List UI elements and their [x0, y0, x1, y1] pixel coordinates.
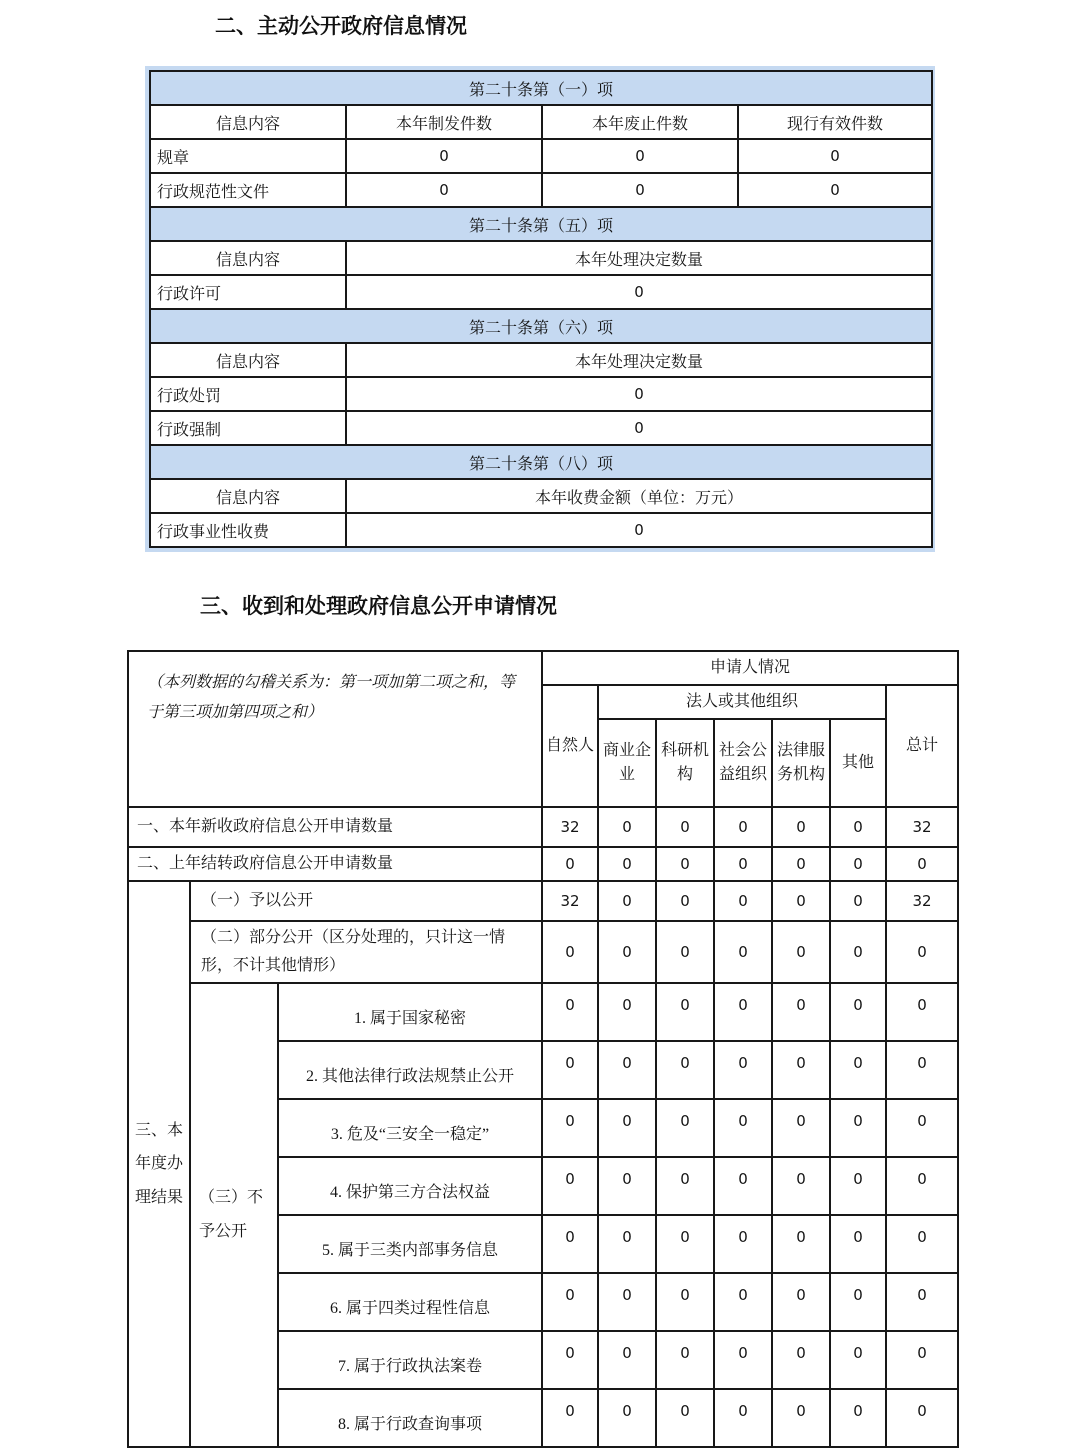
total-header: 总计: [886, 685, 958, 807]
value-cell: 0: [542, 1099, 598, 1157]
value-cell: 0: [772, 983, 830, 1041]
value-cell: 0: [346, 377, 932, 411]
row-label-cell: 行政处罚: [150, 377, 346, 411]
column-header-cell: 社会公益组织: [714, 719, 772, 807]
value-cell: 0: [542, 139, 738, 173]
value-cell: 0: [542, 1215, 598, 1273]
value-cell: 0: [886, 1041, 958, 1099]
value-cell: 0: [714, 1157, 772, 1215]
value-cell: 0: [346, 173, 542, 207]
value-cell: 0: [714, 921, 772, 983]
column-header-cell: 商业企业: [598, 719, 656, 807]
value-cell: 0: [830, 1215, 886, 1273]
value-cell: 0: [714, 983, 772, 1041]
column-header-cell: 法律服务机构: [772, 719, 830, 807]
value-cell: 32: [886, 881, 958, 921]
row-label-cell: 6. 属于四类过程性信息: [278, 1273, 542, 1331]
requests-table: [127, 650, 959, 1448]
refuse-group-label: （三）不予公开: [190, 983, 278, 1447]
value-cell: 0: [886, 1099, 958, 1157]
row-label-cell: 行政事业性收费: [150, 513, 346, 547]
row-label-cell: （一）予以公开: [190, 881, 542, 921]
value-cell: 0: [598, 1273, 656, 1331]
value-cell: 0: [830, 881, 886, 921]
column-header-cell: 本年制发件数: [346, 105, 542, 139]
table-row-admin-coercion: [150, 411, 932, 445]
row-label-cell: 行政强制: [150, 411, 346, 445]
row-label-cell: 5. 属于三类内部事务信息: [278, 1215, 542, 1273]
applicant-group-header: 申请人情况: [542, 651, 958, 685]
column-header-cell: 本年处理决定数量: [346, 241, 932, 275]
column-header-cell: 信息内容: [150, 241, 346, 275]
value-cell: 0: [886, 983, 958, 1041]
value-cell: 0: [772, 807, 830, 847]
column-header-cell: 信息内容: [150, 479, 346, 513]
value-cell: 0: [714, 1041, 772, 1099]
table-row-partially-granted: [128, 921, 958, 983]
row-label-cell: 7. 属于行政执法案卷: [278, 1331, 542, 1389]
row-label-cell: 二、上年结转政府信息公开申请数量: [128, 847, 542, 881]
value-cell: 0: [656, 881, 714, 921]
value-cell: 0: [714, 1099, 772, 1157]
row-label-cell: 规章: [150, 139, 346, 173]
table-row-new-requests: [128, 807, 958, 847]
column-header-cell: 本年收费金额（单位：万元）: [346, 479, 932, 513]
value-cell: 0: [598, 807, 656, 847]
table-row-granted: [128, 881, 958, 921]
value-cell: 0: [598, 921, 656, 983]
value-cell: 32: [886, 807, 958, 847]
value-cell: 0: [542, 921, 598, 983]
table-row-normative-documents: [150, 173, 932, 207]
value-cell: 0: [886, 847, 958, 881]
table-row-admin-fees: [150, 513, 932, 547]
result-group-label: 三、本年度办理结果: [128, 881, 190, 1447]
header-row: [150, 343, 932, 377]
row-label-cell: 1. 属于国家秘密: [278, 983, 542, 1041]
value-cell: 0: [656, 983, 714, 1041]
value-cell: 0: [598, 983, 656, 1041]
proactive-disclosure-table: [149, 70, 933, 548]
note-cell: （本列数据的勾稽关系为：第一项加第二项之和，等于第三项加第四项之和）: [128, 651, 542, 807]
row-label-cell: 一、本年新收政府信息公开申请数量: [128, 807, 542, 847]
value-cell: 0: [656, 1215, 714, 1273]
value-cell: 0: [598, 881, 656, 921]
value-cell: 0: [772, 1215, 830, 1273]
table-row-carried-over-requests: [128, 847, 958, 881]
value-cell: 0: [886, 921, 958, 983]
row-label-cell: 2. 其他法律行政法规禁止公开: [278, 1041, 542, 1099]
value-cell: 0: [772, 1041, 830, 1099]
value-cell: 0: [346, 513, 932, 547]
proactive-disclosure-table-wrapper: [145, 66, 935, 552]
value-cell: 0: [542, 1389, 598, 1447]
column-header-cell: 信息内容: [150, 105, 346, 139]
value-cell: 0: [714, 807, 772, 847]
value-cell: 0: [346, 139, 542, 173]
banner-article20-item1: 第二十条第（一）项: [150, 71, 932, 105]
value-cell: 0: [346, 275, 932, 309]
table-row-state-secret: [128, 983, 958, 1041]
value-cell: 0: [598, 1215, 656, 1273]
value-cell: 0: [714, 847, 772, 881]
header-row: [150, 241, 932, 275]
value-cell: 0: [886, 1157, 958, 1215]
value-cell: 0: [542, 1041, 598, 1099]
value-cell: 0: [830, 1157, 886, 1215]
banner-row: [150, 445, 932, 479]
header-row-applicant: [128, 651, 958, 685]
value-cell: 0: [738, 173, 932, 207]
natural-person-header: 自然人: [542, 685, 598, 807]
row-label-cell: （二）部分公开（区分处理的，只计这一情形，不计其他情形）: [190, 921, 542, 983]
value-cell: 0: [830, 1389, 886, 1447]
value-cell: 0: [656, 847, 714, 881]
value-cell: 0: [542, 1331, 598, 1389]
value-cell: 0: [598, 1041, 656, 1099]
value-cell: 0: [772, 921, 830, 983]
value-cell: 0: [542, 1273, 598, 1331]
value-cell: 0: [772, 1273, 830, 1331]
value-cell: 0: [542, 173, 738, 207]
value-cell: 0: [656, 807, 714, 847]
value-cell: 0: [656, 1099, 714, 1157]
value-cell: 0: [656, 1389, 714, 1447]
value-cell: 0: [830, 1041, 886, 1099]
banner-row: [150, 207, 932, 241]
banner-row: [150, 71, 932, 105]
row-label-cell: 行政规范性文件: [150, 173, 346, 207]
column-header-cell: 本年处理决定数量: [346, 343, 932, 377]
value-cell: 0: [772, 881, 830, 921]
legal-group-header: 法人或其他组织: [598, 685, 886, 719]
row-label-cell: 8. 属于行政查询事项: [278, 1389, 542, 1447]
value-cell: 0: [830, 1099, 886, 1157]
value-cell: 0: [346, 411, 932, 445]
value-cell: 0: [656, 1041, 714, 1099]
row-label-cell: 行政许可: [150, 275, 346, 309]
value-cell: 0: [714, 1331, 772, 1389]
value-cell: 0: [830, 807, 886, 847]
value-cell: 0: [598, 1331, 656, 1389]
value-cell: 0: [656, 1273, 714, 1331]
value-cell: 0: [542, 983, 598, 1041]
table-row-rules: [150, 139, 932, 173]
table-row-admin-license: [150, 275, 932, 309]
value-cell: 0: [886, 1331, 958, 1389]
value-cell: 0: [656, 1157, 714, 1215]
value-cell: 0: [830, 847, 886, 881]
header-row: [150, 479, 932, 513]
value-cell: 0: [830, 1331, 886, 1389]
row-label-cell: 4. 保护第三方合法权益: [278, 1157, 542, 1215]
section3-title: 三、收到和处理政府信息公开申请情况: [200, 595, 557, 618]
value-cell: 0: [714, 1389, 772, 1447]
value-cell: 0: [886, 1273, 958, 1331]
banner-article20-item5: 第二十条第（五）项: [150, 207, 932, 241]
value-cell: 0: [598, 847, 656, 881]
value-cell: 0: [772, 1099, 830, 1157]
value-cell: 0: [830, 921, 886, 983]
column-header-cell: 现行有效件数: [738, 105, 932, 139]
value-cell: 0: [772, 1157, 830, 1215]
value-cell: 0: [598, 1389, 656, 1447]
value-cell: 0: [830, 983, 886, 1041]
banner-row: [150, 309, 932, 343]
value-cell: 0: [738, 139, 932, 173]
banner-article20-item8: 第二十条第（八）项: [150, 445, 932, 479]
value-cell: 0: [772, 1389, 830, 1447]
section2-title: 二、主动公开政府信息情况: [215, 15, 467, 38]
value-cell: 0: [598, 1099, 656, 1157]
value-cell: 0: [598, 1157, 656, 1215]
banner-article20-item6: 第二十条第（六）项: [150, 309, 932, 343]
value-cell: 0: [542, 1157, 598, 1215]
column-header-cell: 信息内容: [150, 343, 346, 377]
column-header-cell: 其他: [830, 719, 886, 807]
value-cell: 0: [714, 881, 772, 921]
row-label-cell: 3. 危及“三安全一稳定”: [278, 1099, 542, 1157]
value-cell: 0: [772, 1331, 830, 1389]
value-cell: 0: [886, 1215, 958, 1273]
value-cell: 0: [772, 847, 830, 881]
value-cell: 32: [542, 881, 598, 921]
value-cell: 0: [656, 921, 714, 983]
value-cell: 0: [714, 1215, 772, 1273]
value-cell: 0: [714, 1273, 772, 1331]
header-row: [150, 105, 932, 139]
value-cell: 0: [542, 847, 598, 881]
value-cell: 0: [886, 1389, 958, 1447]
table-row-admin-penalty: [150, 377, 932, 411]
value-cell: 32: [542, 807, 598, 847]
value-cell: 0: [830, 1273, 886, 1331]
column-header-cell: 科研机构: [656, 719, 714, 807]
value-cell: 0: [656, 1331, 714, 1389]
column-header-cell: 本年废止件数: [542, 105, 738, 139]
